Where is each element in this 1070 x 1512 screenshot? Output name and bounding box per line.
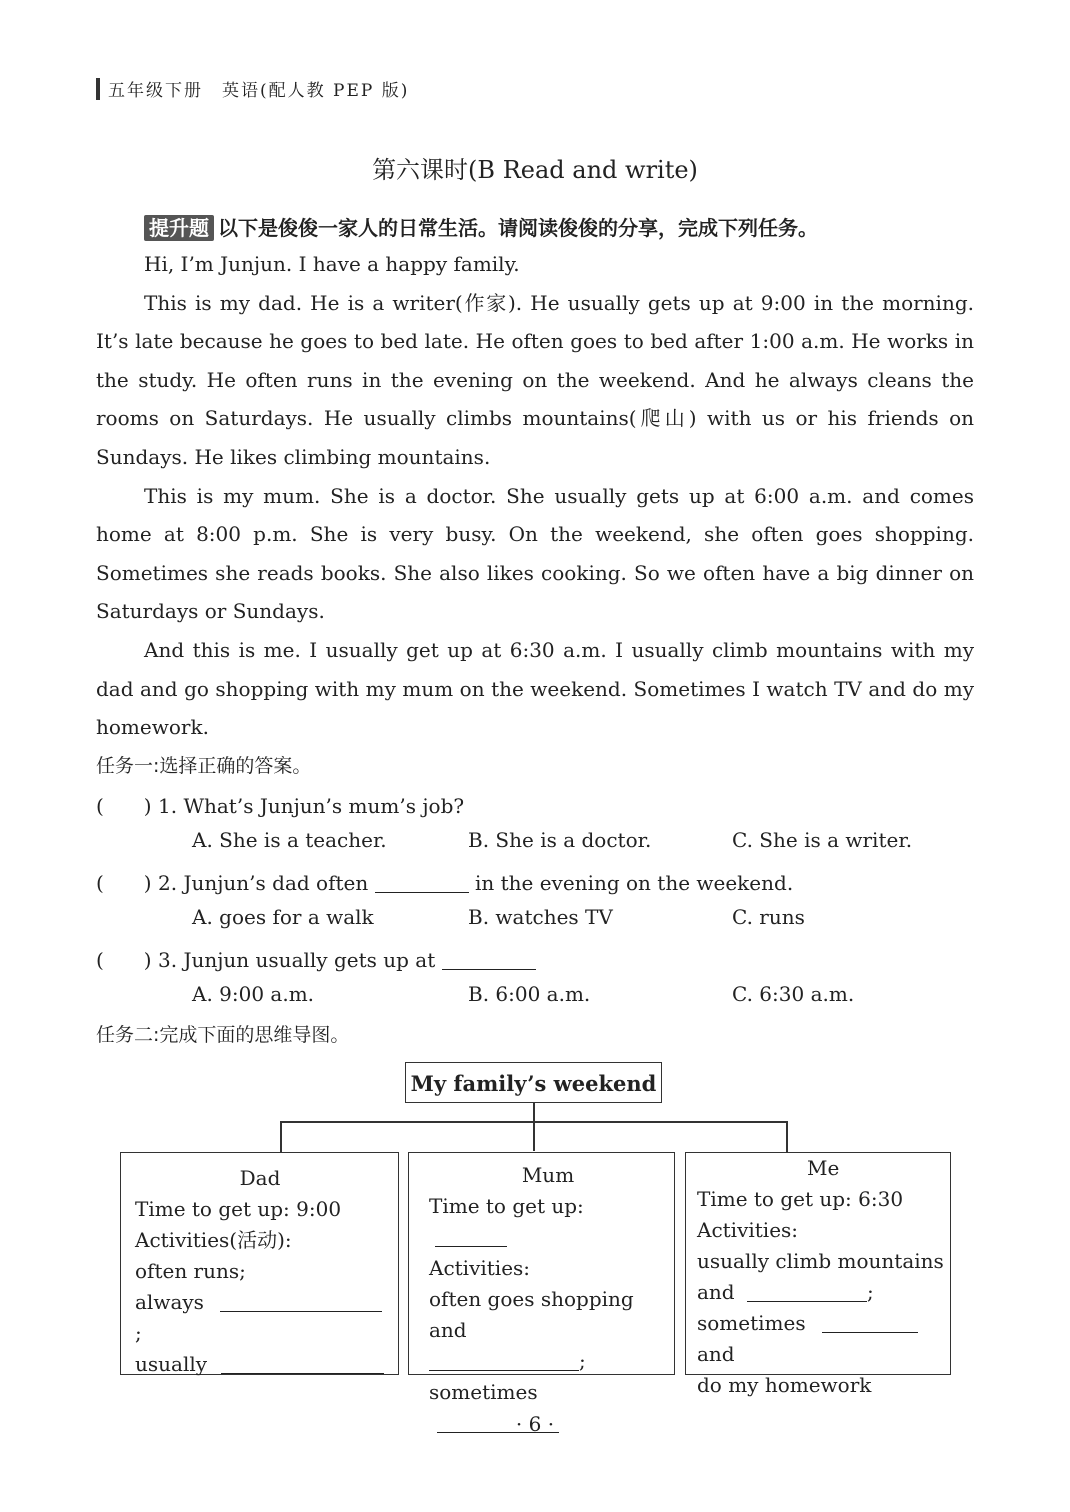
me-line2 (697, 1277, 947, 1308)
me-activities: Activities: (697, 1218, 799, 1242)
option-a: A. She is a teacher. (192, 828, 387, 852)
passage-paragraph: Hi, I’m Junjun. I have a happy family. (144, 252, 520, 276)
dad-line2-text: always (135, 1290, 204, 1314)
me-column (697, 1153, 947, 1401)
me-time: Time to get up: 6:30 (697, 1187, 904, 1211)
dad-line3-text: usually (135, 1352, 208, 1376)
answer-blank[interactable] (822, 1312, 918, 1333)
passage-paragraph: This is my mum. She is a doctor. She usually gets up at 6:00 a.m. and comes home at 8:00 p.m. She is very busy. On the weekend, she often goes shopping. Sometimes she reads books. She also likes cooking. So we often have a big dinner on Saturdays or Sundays. (96, 483, 974, 624)
dad-line3 (135, 1349, 385, 1380)
answer-blank[interactable] (375, 872, 469, 893)
me-line1: usually climb mountains (697, 1249, 944, 1273)
page-header (96, 76, 409, 101)
me-line3-text: sometimes (697, 1311, 806, 1335)
dad-column (135, 1163, 385, 1380)
option-b: B. 6:00 a.m. (468, 982, 591, 1006)
answer-blank[interactable] (221, 1353, 384, 1374)
option-c: C. 6:30 a.m. (732, 982, 855, 1006)
connector-line (280, 1121, 787, 1123)
question-stem-end: in the evening on the weekend. (474, 871, 794, 895)
question-stem: 3. Junjun usually gets up at (158, 948, 436, 972)
mindmap-title: My family’s weekend (405, 1062, 662, 1103)
answer-blank[interactable] (442, 949, 536, 970)
header-text: 五年级下册 英语(配人教 PEP 版) (108, 81, 410, 101)
mum-line2 (429, 1346, 667, 1377)
task1-label: 任务一:选择正确的答案。 (96, 755, 312, 777)
me-line2-end: ; (866, 1280, 874, 1304)
reading-passage (96, 245, 974, 747)
dad-line2-end: ; (135, 1321, 142, 1345)
header-bar (96, 78, 100, 100)
option-b: B. She is a doctor. (468, 828, 652, 852)
me-head: Me (807, 1156, 840, 1180)
option-b: B. watches TV (468, 905, 613, 929)
question-2 (96, 867, 793, 896)
answer-paren[interactable]: ( ) (96, 871, 152, 895)
passage-paragraph: This is my dad. He is a writer(作家). He usually gets up at 9:00 in the morning. It’s late because he goes to bed late. He often goes to bed after 1:00 a.m. He works in the study. He often runs in the evening on the weekend. And he always cleans the rooms on Saturdays. He usually climbs mountains(爬山) with us or his friends on Sundays. He likes climbing mountains. (96, 290, 974, 469)
mum-line1: often goes shopping and (429, 1287, 634, 1342)
mum-head: Mum (521, 1163, 575, 1187)
question-stem: 1. What’s Junjun’s mum’s job? (158, 794, 465, 818)
lesson-title: 第六课时(B Read and write) (372, 156, 698, 184)
dad-line2 (135, 1287, 385, 1349)
option-c: C. She is a writer. (732, 828, 913, 852)
dad-line1: often runs; (135, 1259, 246, 1283)
mum-column (429, 1160, 667, 1439)
mum-line3-text: sometimes (429, 1380, 538, 1404)
answer-blank[interactable] (747, 1281, 867, 1302)
question-stem: 2. Junjun’s dad often (158, 871, 369, 895)
me-line2-text: and (697, 1280, 735, 1304)
mum-time-text: Time to get up: (429, 1194, 584, 1218)
question-3 (96, 944, 536, 973)
answer-blank[interactable] (435, 1226, 507, 1247)
connector-line (533, 1103, 535, 1151)
option-c: C. runs (732, 905, 805, 929)
mum-time (429, 1191, 667, 1253)
passage-paragraph: And this is me. I usually get up at 6:30 a.m. I usually climb mountains with my dad and go shopping with my mum on the weekend. Sometimes I watch TV and do my homework. (96, 637, 974, 740)
connector-line (280, 1121, 282, 1152)
answer-blank[interactable] (429, 1350, 579, 1371)
mum-activities: Activities: (429, 1256, 531, 1280)
instruction-text: 以下是俊俊一家人的日常生活。请阅读俊俊的分享，完成下列任务。 (218, 216, 818, 240)
page-number: · 6 · (515, 1412, 555, 1436)
option-a: A. goes for a walk (192, 905, 374, 929)
dad-head: Dad (239, 1166, 281, 1190)
mum-line2-end: ; (579, 1349, 586, 1373)
option-a: A. 9:00 a.m. (192, 982, 315, 1006)
instruction (144, 212, 818, 241)
me-line3-end: and (697, 1342, 735, 1366)
me-line4: do my homework (697, 1373, 872, 1397)
connector-line (786, 1121, 788, 1152)
task2-label: 任务二:完成下面的思维导图。 (96, 1024, 350, 1046)
answer-paren[interactable]: ( ) (96, 948, 152, 972)
question-1 (96, 790, 464, 819)
level-badge: 提升题 (144, 215, 214, 241)
answer-blank[interactable] (220, 1291, 382, 1312)
me-line3 (697, 1308, 947, 1370)
dad-activities: Activities(活动): (135, 1228, 292, 1252)
answer-paren[interactable]: ( ) (96, 794, 152, 818)
dad-time: Time to get up: 9:00 (135, 1197, 342, 1221)
